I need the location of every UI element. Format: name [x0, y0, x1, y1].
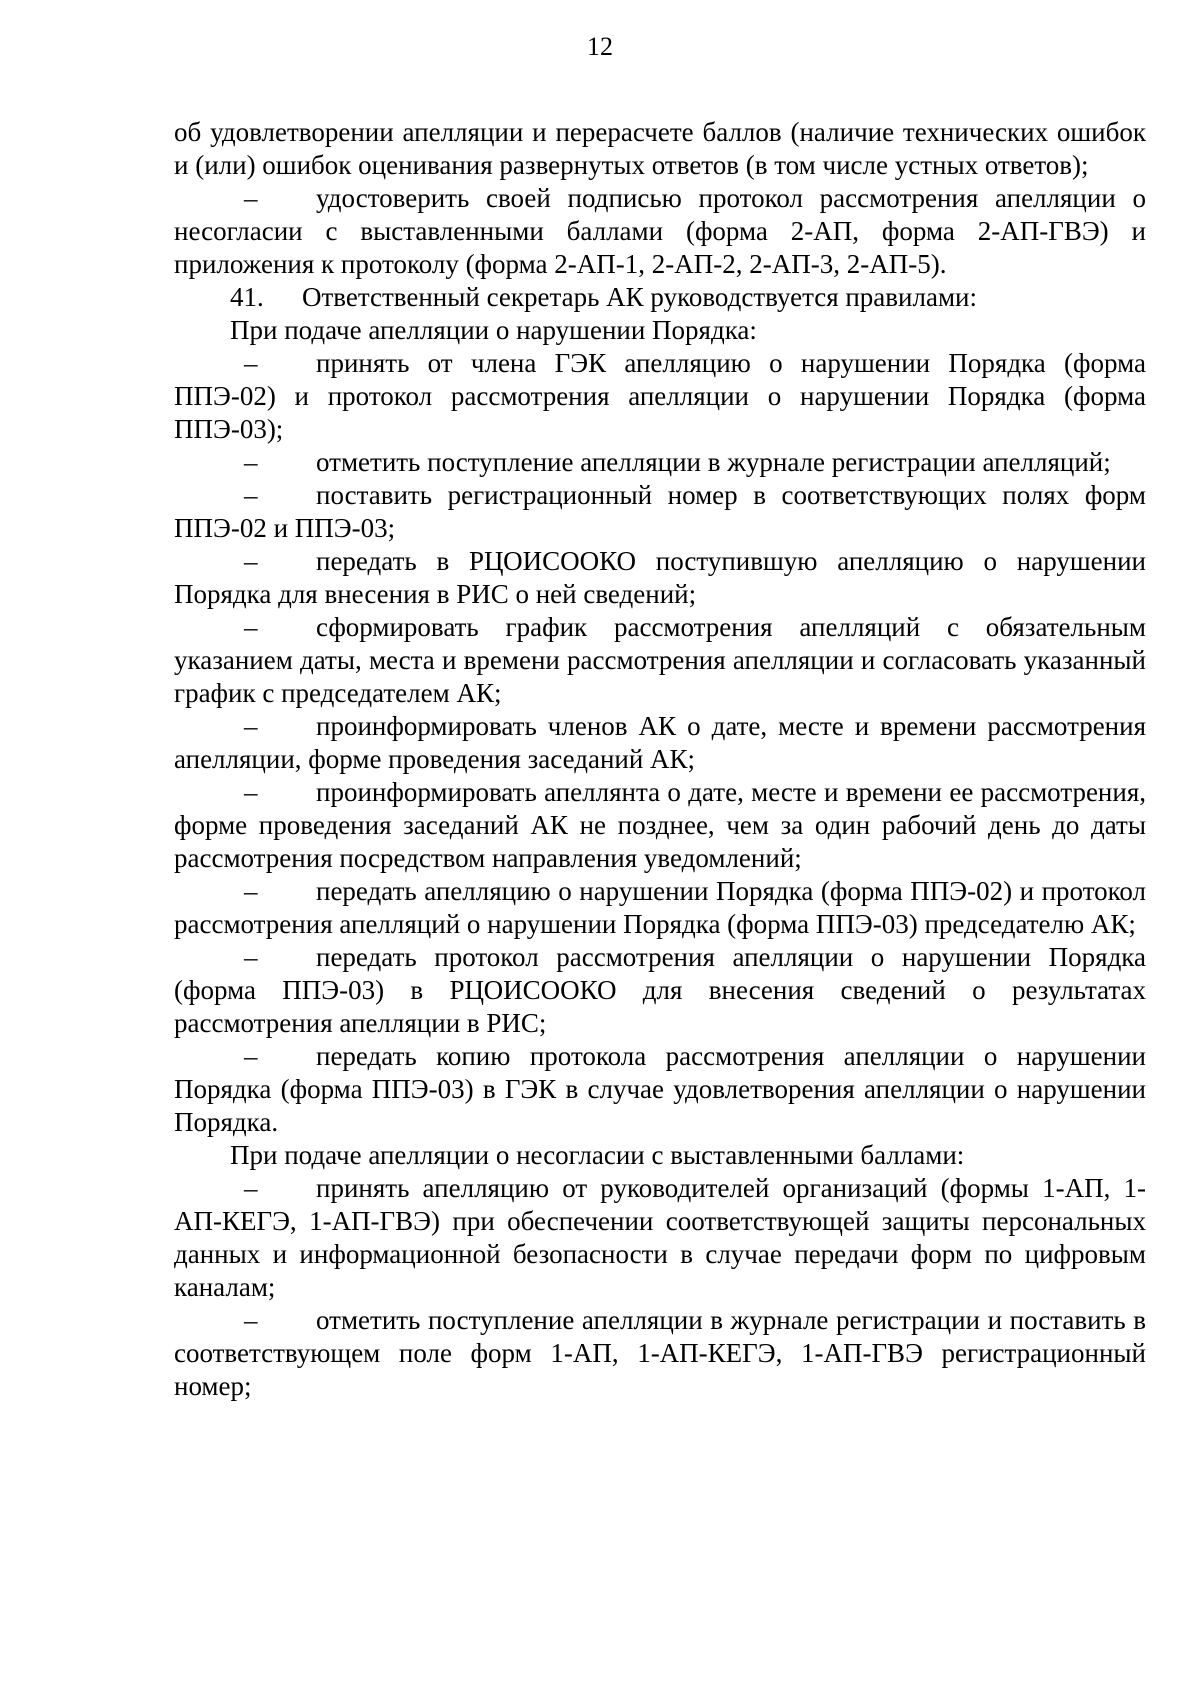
dash-marker: – — [244, 447, 258, 477]
page-number: 12 — [587, 32, 613, 61]
list-item — [174, 776, 1146, 875]
paragraph-text: Ответственный секретарь АК руководствуется правилами: — [302, 282, 977, 312]
paragraph-text: При подаче апелляции о нарушении Порядка: — [230, 315, 757, 345]
list-item — [174, 875, 1146, 941]
dash-marker: – — [244, 711, 258, 741]
paragraph-continuation — [174, 116, 1146, 182]
list-item-text: сформировать график рассмотрения апелляций с обязательным указанием даты, места и времени рассмотрения апелляции и согласовать указанный график с председателем АК; — [174, 612, 1146, 708]
list-item — [174, 446, 1146, 479]
list-item — [174, 1040, 1146, 1139]
document-body — [174, 116, 1146, 1403]
list-item — [174, 710, 1146, 776]
paragraph-text: об удовлетворении апелляции и перерасчете баллов (наличие технических ошибок и (или) ошибок оценивания развернутых ответов (в том числе устных ответов); — [174, 117, 1146, 180]
dash-marker: – — [244, 942, 258, 972]
list-item — [174, 611, 1146, 710]
paragraph-text: При подаче апелляции о несогласии с выставленными баллами: — [230, 1140, 965, 1170]
list-item-text: отметить поступление апелляции в журнале регистрации апелляций; — [316, 447, 1111, 477]
list-item-text: удостоверить своей подписью протокол рассмотрения апелляции о несогласии с выставленными баллами (форма 2-АП, форма 2-АП-ГВЭ) и приложения к протоколу (форма 2-АП-1, 2-АП-2, 2-АП-3, 2-АП-5). — [174, 183, 1146, 279]
list-item — [174, 1304, 1146, 1403]
list-item-text: передать в РЦОИСООКО поступившую апелляцию о нарушении Порядка для внесения в РИС о ней сведений; — [174, 546, 1146, 609]
paragraph-number: 41. — [230, 282, 264, 312]
list-item-text: проинформировать членов АК о дате, месте и времени рассмотрения апелляции, форме проведения заседаний АК; — [174, 711, 1146, 774]
dash-marker: – — [244, 1041, 258, 1071]
dash-marker: – — [244, 1173, 258, 1203]
list-item-text: поставить регистрационный номер в соответствующих полях форм ППЭ-02 и ППЭ-03; — [174, 480, 1146, 543]
list-item-text: принять апелляцию от руководителей организаций (формы 1-АП, 1-АП-КЕГЭ, 1-АП-ГВЭ) при обеспечении соответствующей защиты персональных данных и информационной безопасности в случае передачи форм по цифровым каналам; — [174, 1173, 1146, 1302]
list-item-text: передать копию протокола рассмотрения апелляции о нарушении Порядка (форма ППЭ-03) в ГЭК в случае удовлетворения апелляции о нарушении Порядка. — [174, 1041, 1146, 1137]
dash-marker: – — [244, 777, 258, 807]
dash-marker: – — [244, 348, 258, 378]
list-item-text: проинформировать апеллянта о дате, месте и времени ее рассмотрения, форме проведения заседаний АК не позднее, чем за один рабочий день до даты рассмотрения посредством направления уведомлений; — [174, 777, 1146, 873]
dash-marker: – — [244, 183, 258, 213]
dash-marker: – — [244, 480, 258, 510]
list-item-text: передать апелляцию о нарушении Порядка (форма ППЭ-02) и протокол рассмотрения апелляций о нарушении Порядка (форма ППЭ-03) председателю АК; — [174, 876, 1146, 939]
list-item — [174, 479, 1146, 545]
list-item-text: передать протокол рассмотрения апелляции о нарушении Порядка (форма ППЭ-03) в РЦОИСООКО для внесения сведений о результатах рассмотрения апелляции в РИС; — [174, 942, 1146, 1038]
dash-marker: – — [244, 546, 258, 576]
dash-marker: – — [244, 1305, 258, 1335]
list-item-text: отметить поступление апелляции в журнале регистрации и поставить в соответствующем поле форм 1-АП, 1-АП-КЕГЭ, 1-АП-ГВЭ регистрационный номер; — [174, 1305, 1146, 1401]
list-item — [174, 941, 1146, 1040]
section-heading-paragraph — [174, 314, 1146, 347]
dash-marker: – — [244, 612, 258, 642]
list-item — [174, 1172, 1146, 1304]
list-item-text: принять от члена ГЭК апелляцию о нарушении Порядка (форма ППЭ-02) и протокол рассмотрения апелляции о нарушении Порядка (форма ППЭ-03); — [174, 348, 1146, 444]
dash-marker: – — [244, 876, 258, 906]
list-item — [174, 545, 1146, 611]
list-item — [174, 347, 1146, 446]
section-heading-paragraph — [174, 1139, 1146, 1172]
numbered-paragraph — [174, 281, 1146, 314]
list-item — [174, 182, 1146, 281]
